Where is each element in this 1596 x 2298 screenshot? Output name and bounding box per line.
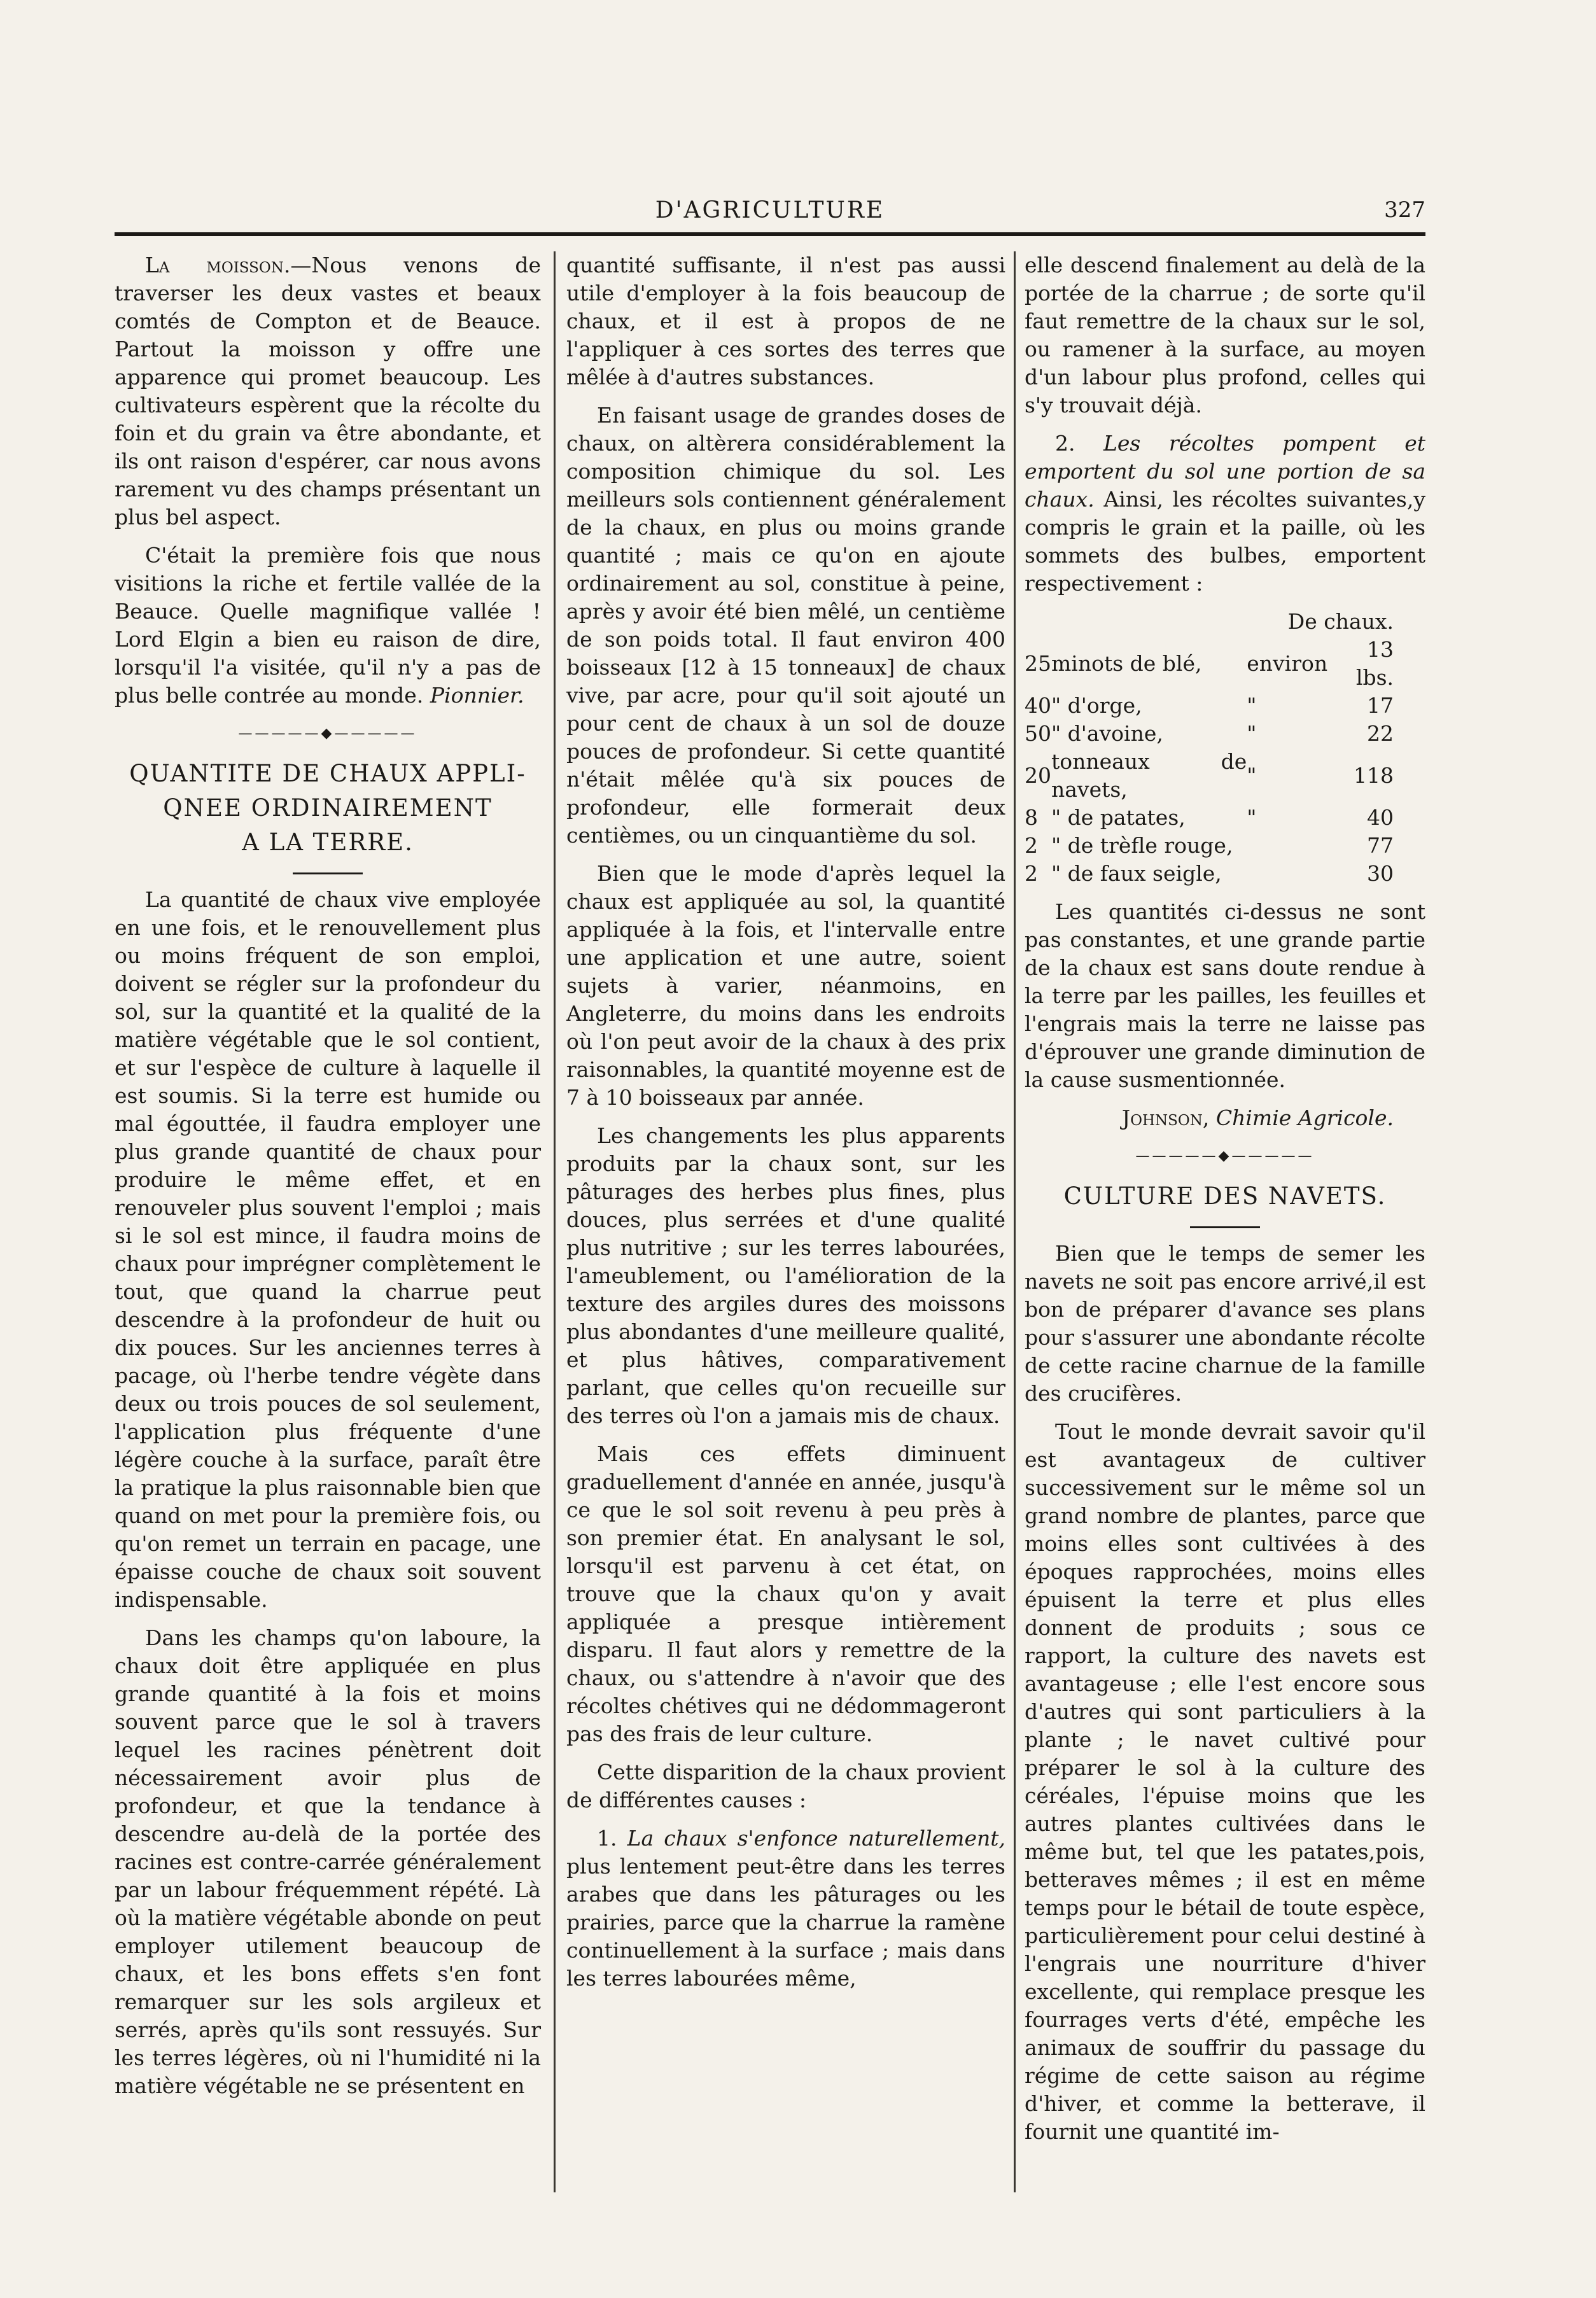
table-cell-item: " d'orge, <box>1051 693 1142 718</box>
body-paragraph: 1. La chaux s'enfonce naturellement, plus lentement peut-être dans les terres arabes que dans les pâturages ou les prairies, parce que la charrue la ramène continuellement à la surface ; mais dans les terres labourées même, <box>566 1826 1005 1991</box>
table-row <box>1025 804 1425 832</box>
running-title: D'AGRICULTURE <box>655 197 885 223</box>
column-middle <box>566 251 1005 2003</box>
table-cell-qty: 20 <box>1025 763 1051 788</box>
body-paragraph: Les changements les plus apparents produits par la chaux sont, sur les pâturages des herbes plus fines, plus douces, plus serrées et d'une qualité plus nutritive ; sur les terres labourées, l'ameublement, ou l'amélioration de la texture des argiles dures des moissons plus abondantes d'une meilleure qualité, et plus hâtives, comparativement parlant, que celles qu'on recueille sur des terres où l'on a jamais mis de chaux. <box>566 1123 1005 1428</box>
page-header <box>115 191 1425 229</box>
table-cell-qty: 40 <box>1025 693 1051 718</box>
table-cell-val: 118 <box>1354 763 1394 788</box>
table-cell-item: " d'avoine, <box>1051 721 1163 746</box>
table-cell-approx: " <box>1247 693 1257 718</box>
header-rule <box>115 232 1425 236</box>
body-paragraph: Les quantités ci-dessus ne sont pas constantes, et une grande partie de la chaux est sans doute rendue à la terre par les pailles, les feuilles et l'engrais mais la terre ne laisse pas d'éprouver une grande diminution de la cause susmentionnée. <box>1025 899 1425 1092</box>
table-row <box>1025 636 1425 692</box>
table-row <box>1025 748 1425 804</box>
table-row <box>1025 832 1425 860</box>
body-paragraph: En faisant usage de grandes doses de chaux, on altèrera considérablement la composition chimique du sol. Les meilleurs sols contiennent généralement de la chaux, en plus ou moins grande quantité ; mais ce qu'on en ajoute ordinairement au sol, constitue à peine, après y avoir été bien mêlé, un centième de son poids total. Il faut environ 400 boisseaux [12 à 15 tonneaux] de chaux vive, par acre, pour qu'il soit ajouté un pour cent de chaux à un sol de douze pouces de profondeur. Si cette quantité n'était mêlée qu'à six pouces de profondeur, elle formerait deux centièmes, ou un cinquantième du sol. <box>566 403 1005 848</box>
column-left <box>115 251 541 2110</box>
body-paragraph: 2. Les récoltes pompent et emportent du sol une portion de sa chaux. Ainsi, les récoltes suivantes,y compris le grain et la paille, où les sommets des bulbes, emportent respectivement : <box>1025 431 1425 596</box>
table-cell-qty: 2 <box>1025 833 1038 858</box>
article-heading: QUANTITE DE CHAUX APPLI- QNEE ORDINAIREMENT A LA TERRE. <box>129 760 526 856</box>
moisson-source: Pionnier. <box>430 683 524 708</box>
body-paragraph: elle descend finalement au delà de la portée de la charrue ; de sorte qu'il faut remettre de la chaux sur le sol, ou ramener à la surface, au moyen d'un labour plus profond, celles qui s'y trouvait déjà. <box>1025 253 1425 417</box>
page-number: 327 <box>1384 197 1425 223</box>
moisson-lead: La moisson. <box>145 253 291 277</box>
table-cell-qty: 8 <box>1025 805 1038 830</box>
source-citation: Johnson, Chimie Agricole. <box>1121 1105 1394 1130</box>
lime-table <box>1025 636 1425 888</box>
body-paragraph: Bien que le mode d'après lequel la chaux est appliquée au sol, la quantité appliquée à la fois, et l'intervalle entre une application et une autre, soient sujets à varier, néanmoins, en Angleterre, du moins dans les endroits où l'on peut avoir de la chaux à des prix raisonnables, la quantité moyenne est de 7 à 10 boisseaux par année. <box>566 861 1005 1110</box>
table-cell-item: tonneaux de navets, <box>1051 749 1247 802</box>
body-paragraph: Cette disparition de la chaux provient de différentes causes : <box>566 1760 1005 1812</box>
body-paragraph: Dans les champs qu'on laboure, la chaux doit être appliquée en plus grande quantité à la fois et moins souvent parce que le sol à travers lequel les racines pénètrent doit nécessairement avoir plus de profondeur, et que la tendance à descendre au-delà de la portée des racines est contre-carrée généralement par un labour fréquemment répété. Là où la matière végétable abonde on peut employer utilement beaucoup de chaux, et les bons effets s'en font remarquer sur les sols argileux et serrés, après qu'ils sont ressuyés. Sur les terres légères, où ni l'humidité ni la matière végétable ne se présentent en <box>115 1625 541 2098</box>
body-paragraph: La quantité de chaux vive employée en une fois, et le renouvellement plus ou moins fréquent de son emploi, doivent se régler sur la profondeur du sol, sur la quantité et la qualité de la matière végétable que le sol contient, et sur l'espèce de culture à laquelle il est soumis. Si la terre est humide ou mal égouttée, il faudra employer une plus grande quantité de chaux pour produire le même effet, et en renouveler plus souvent l'emploi ; mais si le sol est mince, il faudra moins de chaux pour imprégner complètement le tout, que quand la charrue peut descendre à la profondeur de huit ou dix pouces. Sur les anciennes terres à pacage, où l'herbe tendre végète dans deux ou trois pouces de sol seulement, l'application plus fréquente d'une légère couche à la surface, paraît être la pratique la plus raisonnable bien que quand on met pour la première fois, ou qu'on remet un terrain en pacage, une épaisse couche de chaux soit souvent indispensable. <box>115 887 541 1612</box>
ornament-divider: —————◆————— <box>238 725 417 741</box>
body-paragraph: Mais ces effets diminuent graduellement d'année en année, jusqu'à ce que le sol soit revenu à peu près à son premier état. En analysant le sol, lorsqu'il est parvenu à cet état, on trouve que la chaux qu'on y avait appliquée a presque intièrement disparu. Il faut alors y remettre de la chaux, ou s'attendre à n'avoir que des récoltes chétives qui ne dédommageront pas des frais de leur culture. <box>566 1441 1005 1746</box>
body-paragraph: Tout le monde devrait savoir qu'il est avantageux de cultiver successivement sur le même sol un grand nombre de plantes, parce que moins elles sont cultivées à des époques rapprochées, moins elles épuisent la terre et plus elles donnent de produits ; sous ce rapport, la culture des navets est avantageuse ; elle l'est encore sous d'autres qui sont particuliers à la plante ; le navet cultivé pour préparer le sol à la culture des céréales, l'épuise moins que les autres plantes cultivées dans le même but, tel que les patates,pois, betteraves mêmes ; il est en même temps pour le bétail de toute espèce, particulièrement pour celui destiné à l'engrais une nourriture d'hiver excellente, qui remplace presque les fourrages verts d'été, empêche les animaux de souffrir du passage du régime de cette saison au régime d'hiver, et comme la betterave, il fournit une quantité im- <box>1025 1419 1425 2144</box>
table-cell-approx <box>1247 832 1327 860</box>
table-cell-item: " de trèfle rouge, <box>1051 833 1233 858</box>
table-cell-qty: 50 <box>1025 721 1051 746</box>
table-cell-approx <box>1247 860 1327 888</box>
short-rule <box>293 872 363 874</box>
moisson-paragraph-2: C'était la première fois que nous visitions la riche et fertile vallée de la Beauce. Quelle magnifique vallée ! Lord Elgin a bien eu raison de dire, lorsqu'il l'a visitée, qu'il n'y a pas de plus belle contrée au monde. Pionnier. <box>115 543 541 708</box>
column-divider <box>554 251 556 2192</box>
table-row <box>1025 692 1425 720</box>
table-cell-val: 13 lbs. <box>1355 637 1394 690</box>
column-right <box>1025 251 1425 2156</box>
table-header: De chaux. <box>1287 609 1394 634</box>
table-row <box>1025 860 1425 888</box>
article-heading: CULTURE DES NAVETS. <box>1063 1182 1387 1210</box>
table-cell-val: 30 <box>1367 861 1394 886</box>
table-cell-approx: " <box>1247 805 1257 830</box>
table-cell-item: " de faux seigle, <box>1051 861 1222 886</box>
body-paragraph: quantité suffisante, il n'est pas aussi utile d'employer à la fois beaucoup de chaux, et il est à propos de ne l'appliquer à ces sortes des terres que mêlée à d'autres substances. <box>566 253 1005 389</box>
moisson-paragraph: La moisson.—Nous venons de traverser les deux vastes et beaux comtés de Compton et de Beauce. Partout la moisson y offre une apparence qui promet beaucoup. Les cultivateurs espèrent que la récolte du foin et du grain va être abondante, et ils ont raison d'espérer, car nous avons rarement vu des champs présentant un plus bel aspect. <box>115 253 541 529</box>
table-cell-item: " de patates, <box>1051 805 1186 830</box>
table-row <box>1025 720 1425 748</box>
column-divider <box>1014 251 1016 2192</box>
ornament-divider: —————◆————— <box>1135 1148 1315 1164</box>
table-cell-approx: " <box>1247 763 1257 788</box>
table-cell-val: 77 <box>1367 833 1394 858</box>
table-cell-val: 22 <box>1367 721 1394 746</box>
table-cell-approx: " <box>1247 721 1257 746</box>
table-cell-approx: environ <box>1247 651 1328 676</box>
table-cell-qty: 2 <box>1025 861 1038 886</box>
table-cell-val: 40 <box>1367 805 1394 830</box>
table-cell-item: minots de blé, <box>1051 651 1202 676</box>
short-rule <box>1190 1226 1260 1228</box>
body-paragraph: Bien que le temps de semer les navets ne soit pas encore arrivé,il est bon de préparer d'avance ses plans pour s'assurer une abondante récolte de cette racine charnue de la famille des crucifères. <box>1025 1241 1425 1406</box>
table-cell-qty: 25 <box>1025 651 1051 676</box>
table-cell-val: 17 <box>1367 693 1394 718</box>
